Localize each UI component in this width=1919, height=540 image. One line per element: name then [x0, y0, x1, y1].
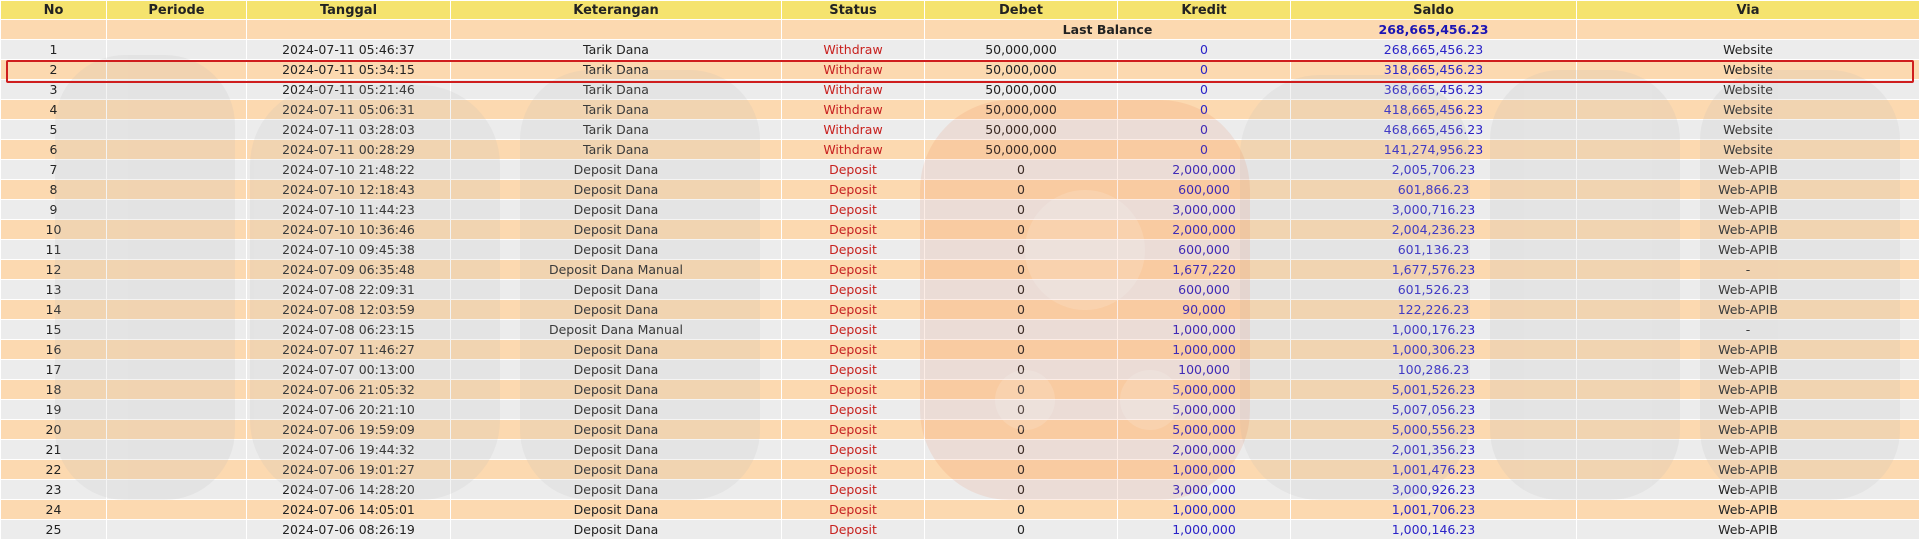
cell-debet: 0: [925, 500, 1118, 520]
table-row[interactable]: [1, 160, 1919, 180]
cell-periode: [107, 440, 247, 460]
cell-debet: 0: [925, 440, 1118, 460]
cell-debet: 0: [925, 280, 1118, 300]
cell-saldo: 5,001,526.23: [1291, 380, 1577, 400]
cell-debet: 0: [925, 340, 1118, 360]
cell-status: Withdraw: [782, 120, 925, 140]
table-row[interactable]: [1, 460, 1919, 480]
cell-tanggal: 2024-07-10 21:48:22: [247, 160, 451, 180]
cell-periode: [107, 360, 247, 380]
cell-periode: [107, 500, 247, 520]
cell-debet: 50,000,000: [925, 40, 1118, 60]
cell-keterangan: Deposit Dana: [451, 420, 782, 440]
cell-saldo: 100,286.23: [1291, 360, 1577, 380]
last-balance-label: Last Balance: [925, 20, 1291, 40]
cell-status: Deposit: [782, 500, 925, 520]
balance-empty-cell: [782, 20, 925, 40]
cell-no: 18: [1, 380, 107, 400]
cell-via: Web-APIB: [1577, 300, 1919, 320]
table-row[interactable]: [1, 520, 1919, 540]
cell-debet: 0: [925, 420, 1118, 440]
table-row[interactable]: [1, 380, 1919, 400]
cell-no: 9: [1, 200, 107, 220]
cell-saldo: 601,866.23: [1291, 180, 1577, 200]
cell-periode: [107, 280, 247, 300]
cell-via: Web-APIB: [1577, 440, 1919, 460]
cell-tanggal: 2024-07-06 19:44:32: [247, 440, 451, 460]
cell-tanggal: 2024-07-10 10:36:46: [247, 220, 451, 240]
cell-keterangan: Deposit Dana: [451, 360, 782, 380]
cell-status: Withdraw: [782, 60, 925, 80]
table-row[interactable]: [1, 480, 1919, 500]
cell-saldo: 418,665,456.23: [1291, 100, 1577, 120]
cell-no: 19: [1, 400, 107, 420]
cell-saldo: 318,665,456.23: [1291, 60, 1577, 80]
cell-periode: [107, 400, 247, 420]
balance-empty-cell: [1577, 20, 1919, 40]
cell-keterangan: Tarik Dana: [451, 100, 782, 120]
cell-kredit: 3,000,000: [1118, 200, 1291, 220]
cell-saldo: 2,004,236.23: [1291, 220, 1577, 240]
cell-tanggal: 2024-07-10 12:18:43: [247, 180, 451, 200]
cell-no: 3: [1, 80, 107, 100]
cell-saldo: 601,136.23: [1291, 240, 1577, 260]
table-row[interactable]: [1, 240, 1919, 260]
cell-via: Web-APIB: [1577, 200, 1919, 220]
cell-kredit: 1,000,000: [1118, 320, 1291, 340]
cell-via: Website: [1577, 40, 1919, 60]
header-kredit[interactable]: Kredit: [1118, 1, 1291, 20]
cell-kredit: 100,000: [1118, 360, 1291, 380]
cell-tanggal: 2024-07-08 12:03:59: [247, 300, 451, 320]
cell-keterangan: Deposit Dana: [451, 340, 782, 360]
cell-kredit: 600,000: [1118, 180, 1291, 200]
cell-saldo: 5,007,056.23: [1291, 400, 1577, 420]
cell-kredit: 0: [1118, 80, 1291, 100]
cell-periode: [107, 100, 247, 120]
cell-debet: 0: [925, 260, 1118, 280]
cell-saldo: 1,001,476.23: [1291, 460, 1577, 480]
cell-debet: 0: [925, 160, 1118, 180]
cell-tanggal: 2024-07-07 11:46:27: [247, 340, 451, 360]
cell-kredit: 2,000,000: [1118, 160, 1291, 180]
cell-kredit: 0: [1118, 60, 1291, 80]
cell-via: Website: [1577, 60, 1919, 80]
cell-keterangan: Deposit Dana: [451, 220, 782, 240]
balance-empty-cell: [107, 20, 247, 40]
cell-saldo: 2,005,706.23: [1291, 160, 1577, 180]
cell-kredit: 5,000,000: [1118, 380, 1291, 400]
cell-status: Withdraw: [782, 40, 925, 60]
table-row[interactable]: [1, 60, 1919, 80]
cell-no: 7: [1, 160, 107, 180]
cell-no: 4: [1, 100, 107, 120]
cell-status: Deposit: [782, 420, 925, 440]
cell-status: Deposit: [782, 180, 925, 200]
header-via[interactable]: Via: [1577, 1, 1919, 20]
cell-keterangan: Tarik Dana: [451, 40, 782, 60]
cell-no: 22: [1, 460, 107, 480]
cell-tanggal: 2024-07-11 05:06:31: [247, 100, 451, 120]
cell-keterangan: Deposit Dana: [451, 200, 782, 220]
cell-via: Web-APIB: [1577, 240, 1919, 260]
cell-status: Deposit: [782, 280, 925, 300]
cell-via: Web-APIB: [1577, 500, 1919, 520]
cell-via: Web-APIB: [1577, 180, 1919, 200]
cell-no: 8: [1, 180, 107, 200]
table-row[interactable]: [1, 180, 1919, 200]
cell-periode: [107, 220, 247, 240]
cell-status: Deposit: [782, 340, 925, 360]
cell-tanggal: 2024-07-11 05:34:15: [247, 60, 451, 80]
cell-keterangan: Tarik Dana: [451, 140, 782, 160]
cell-saldo: 1,677,576.23: [1291, 260, 1577, 280]
cell-via: Web-APIB: [1577, 400, 1919, 420]
cell-kredit: 600,000: [1118, 280, 1291, 300]
cell-status: Withdraw: [782, 100, 925, 120]
cell-status: Deposit: [782, 520, 925, 540]
cell-status: Deposit: [782, 440, 925, 460]
header-saldo[interactable]: Saldo: [1291, 1, 1577, 20]
header-status[interactable]: Status: [782, 1, 925, 20]
cell-debet: 0: [925, 220, 1118, 240]
cell-debet: 0: [925, 240, 1118, 260]
header-keterangan[interactable]: Keterangan: [451, 1, 782, 20]
cell-keterangan: Deposit Dana: [451, 160, 782, 180]
cell-periode: [107, 320, 247, 340]
cell-saldo: 468,665,456.23: [1291, 120, 1577, 140]
cell-keterangan: Deposit Dana: [451, 440, 782, 460]
cell-kredit: 1,677,220: [1118, 260, 1291, 280]
cell-periode: [107, 40, 247, 60]
cell-debet: 0: [925, 480, 1118, 500]
cell-periode: [107, 420, 247, 440]
cell-no: 14: [1, 300, 107, 320]
table-row[interactable]: [1, 80, 1919, 100]
cell-tanggal: 2024-07-11 05:21:46: [247, 80, 451, 100]
cell-tanggal: 2024-07-06 19:59:09: [247, 420, 451, 440]
table-header-row: [1, 1, 1919, 20]
cell-via: -: [1577, 260, 1919, 280]
cell-tanggal: 2024-07-06 14:28:20: [247, 480, 451, 500]
cell-via: Web-APIB: [1577, 480, 1919, 500]
cell-kredit: 1,000,000: [1118, 460, 1291, 480]
cell-debet: 50,000,000: [925, 100, 1118, 120]
cell-via: Web-APIB: [1577, 340, 1919, 360]
cell-no: 11: [1, 240, 107, 260]
table-row[interactable]: [1, 260, 1919, 280]
table-row[interactable]: [1, 360, 1919, 380]
cell-no: 5: [1, 120, 107, 140]
cell-periode: [107, 300, 247, 320]
cell-tanggal: 2024-07-09 06:35:48: [247, 260, 451, 280]
cell-kredit: 600,000: [1118, 240, 1291, 260]
cell-debet: 0: [925, 520, 1118, 540]
cell-periode: [107, 240, 247, 260]
table-row[interactable]: [1, 120, 1919, 140]
cell-tanggal: 2024-07-06 14:05:01: [247, 500, 451, 520]
cell-kredit: 3,000,000: [1118, 480, 1291, 500]
table-row[interactable]: [1, 440, 1919, 460]
cell-status: Withdraw: [782, 80, 925, 100]
cell-via: Web-APIB: [1577, 420, 1919, 440]
cell-kredit: 0: [1118, 120, 1291, 140]
table-row[interactable]: [1, 420, 1919, 440]
cell-status: Withdraw: [782, 140, 925, 160]
cell-status: Deposit: [782, 220, 925, 240]
cell-via: Web-APIB: [1577, 220, 1919, 240]
cell-periode: [107, 180, 247, 200]
cell-status: Deposit: [782, 320, 925, 340]
cell-kredit: 0: [1118, 40, 1291, 60]
cell-debet: 0: [925, 400, 1118, 420]
cell-debet: 0: [925, 180, 1118, 200]
cell-debet: 0: [925, 200, 1118, 220]
cell-kredit: 2,000,000: [1118, 220, 1291, 240]
cell-periode: [107, 340, 247, 360]
cell-no: 10: [1, 220, 107, 240]
cell-keterangan: Deposit Dana: [451, 520, 782, 540]
cell-tanggal: 2024-07-06 21:05:32: [247, 380, 451, 400]
table-row[interactable]: [1, 100, 1919, 120]
cell-saldo: 1,000,146.23: [1291, 520, 1577, 540]
cell-debet: 0: [925, 360, 1118, 380]
cell-keterangan: Deposit Dana: [451, 380, 782, 400]
cell-keterangan: Deposit Dana Manual: [451, 260, 782, 280]
cell-via: Web-APIB: [1577, 380, 1919, 400]
cell-keterangan: Deposit Dana: [451, 180, 782, 200]
cell-tanggal: 2024-07-11 00:28:29: [247, 140, 451, 160]
cell-saldo: 141,274,956.23: [1291, 140, 1577, 160]
balance-empty-cell: [451, 20, 782, 40]
cell-kredit: 0: [1118, 140, 1291, 160]
cell-kredit: 5,000,000: [1118, 420, 1291, 440]
table-row[interactable]: [1, 320, 1919, 340]
cell-via: Web-APIB: [1577, 160, 1919, 180]
cell-kredit: 1,000,000: [1118, 340, 1291, 360]
cell-no: 15: [1, 320, 107, 340]
cell-no: 2: [1, 60, 107, 80]
cell-kredit: 2,000,000: [1118, 440, 1291, 460]
cell-keterangan: Deposit Dana: [451, 500, 782, 520]
cell-periode: [107, 520, 247, 540]
cell-status: Deposit: [782, 300, 925, 320]
cell-status: Deposit: [782, 400, 925, 420]
cell-tanggal: 2024-07-08 06:23:15: [247, 320, 451, 340]
cell-no: 24: [1, 500, 107, 520]
cell-debet: 50,000,000: [925, 80, 1118, 100]
cell-saldo: 601,526.23: [1291, 280, 1577, 300]
cell-tanggal: 2024-07-11 03:28:03: [247, 120, 451, 140]
balance-empty-cell: [247, 20, 451, 40]
table-row[interactable]: [1, 400, 1919, 420]
cell-debet: 0: [925, 460, 1118, 480]
cell-saldo: 1,000,306.23: [1291, 340, 1577, 360]
cell-periode: [107, 480, 247, 500]
cell-keterangan: Deposit Dana: [451, 280, 782, 300]
cell-no: 17: [1, 360, 107, 380]
cell-keterangan: Deposit Dana: [451, 480, 782, 500]
cell-no: 12: [1, 260, 107, 280]
cell-via: Website: [1577, 140, 1919, 160]
cell-tanggal: 2024-07-07 00:13:00: [247, 360, 451, 380]
cell-status: Deposit: [782, 480, 925, 500]
last-balance-value: 268,665,456.23: [1291, 20, 1577, 40]
cell-kredit: 0: [1118, 100, 1291, 120]
header-periode[interactable]: Periode: [107, 1, 247, 20]
cell-no: 21: [1, 440, 107, 460]
cell-via: Website: [1577, 100, 1919, 120]
cell-keterangan: Tarik Dana: [451, 80, 782, 100]
cell-debet: 0: [925, 380, 1118, 400]
cell-saldo: 1,001,706.23: [1291, 500, 1577, 520]
cell-saldo: 3,000,926.23: [1291, 480, 1577, 500]
cell-debet: 50,000,000: [925, 120, 1118, 140]
cell-saldo: 268,665,456.23: [1291, 40, 1577, 60]
cell-keterangan: Deposit Dana: [451, 240, 782, 260]
cell-saldo: 1,000,176.23: [1291, 320, 1577, 340]
cell-no: 20: [1, 420, 107, 440]
cell-status: Deposit: [782, 240, 925, 260]
cell-tanggal: 2024-07-11 05:46:37: [247, 40, 451, 60]
cell-no: 6: [1, 140, 107, 160]
table-row[interactable]: [1, 40, 1919, 60]
cell-saldo: 2,001,356.23: [1291, 440, 1577, 460]
cell-keterangan: Deposit Dana: [451, 460, 782, 480]
cell-kredit: 1,000,000: [1118, 500, 1291, 520]
cell-tanggal: 2024-07-06 19:01:27: [247, 460, 451, 480]
cell-debet: 50,000,000: [925, 140, 1118, 160]
cell-kredit: 90,000: [1118, 300, 1291, 320]
table-row[interactable]: [1, 280, 1919, 300]
cell-via: Web-APIB: [1577, 280, 1919, 300]
cell-no: 23: [1, 480, 107, 500]
cell-no: 13: [1, 280, 107, 300]
cell-debet: 50,000,000: [925, 60, 1118, 80]
cell-status: Deposit: [782, 360, 925, 380]
cell-tanggal: 2024-07-10 09:45:38: [247, 240, 451, 260]
cell-periode: [107, 460, 247, 480]
cell-periode: [107, 60, 247, 80]
cell-periode: [107, 380, 247, 400]
cell-saldo: 368,665,456.23: [1291, 80, 1577, 100]
cell-keterangan: Tarik Dana: [451, 120, 782, 140]
cell-periode: [107, 160, 247, 180]
cell-tanggal: 2024-07-10 11:44:23: [247, 200, 451, 220]
table-row[interactable]: [1, 500, 1919, 520]
header-no[interactable]: No: [1, 1, 107, 20]
balance-empty-cell: [1, 20, 107, 40]
cell-periode: [107, 200, 247, 220]
cell-debet: 0: [925, 320, 1118, 340]
cell-status: Deposit: [782, 380, 925, 400]
cell-no: 16: [1, 340, 107, 360]
cell-saldo: 122,226.23: [1291, 300, 1577, 320]
cell-via: Website: [1577, 80, 1919, 100]
header-tanggal[interactable]: Tanggal: [247, 1, 451, 20]
table-row[interactable]: [1, 340, 1919, 360]
last-balance-row: [1, 20, 1919, 40]
cell-keterangan: Tarik Dana: [451, 60, 782, 80]
cell-no: 1: [1, 40, 107, 60]
cell-keterangan: Deposit Dana: [451, 400, 782, 420]
cell-saldo: 3,000,716.23: [1291, 200, 1577, 220]
table-row[interactable]: [1, 220, 1919, 240]
cell-tanggal: 2024-07-08 22:09:31: [247, 280, 451, 300]
cell-keterangan: Deposit Dana Manual: [451, 320, 782, 340]
cell-kredit: 1,000,000: [1118, 520, 1291, 540]
cell-status: Deposit: [782, 160, 925, 180]
cell-keterangan: Deposit Dana: [451, 300, 782, 320]
cell-status: Deposit: [782, 200, 925, 220]
cell-saldo: 5,000,556.23: [1291, 420, 1577, 440]
cell-periode: [107, 260, 247, 280]
cell-status: Deposit: [782, 460, 925, 480]
cell-status: Deposit: [782, 260, 925, 280]
cell-periode: [107, 120, 247, 140]
cell-no: 25: [1, 520, 107, 540]
table-row[interactable]: [1, 200, 1919, 220]
cell-tanggal: 2024-07-06 20:21:10: [247, 400, 451, 420]
cell-via: -: [1577, 320, 1919, 340]
header-debet[interactable]: Debet: [925, 1, 1118, 20]
cell-via: Web-APIB: [1577, 460, 1919, 480]
cell-via: Website: [1577, 120, 1919, 140]
cell-via: Web-APIB: [1577, 520, 1919, 540]
table-row[interactable]: [1, 140, 1919, 160]
cell-periode: [107, 80, 247, 100]
cell-periode: [107, 140, 247, 160]
table-row[interactable]: [1, 300, 1919, 320]
cell-kredit: 5,000,000: [1118, 400, 1291, 420]
cell-tanggal: 2024-07-06 08:26:19: [247, 520, 451, 540]
cell-via: Web-APIB: [1577, 360, 1919, 380]
cell-debet: 0: [925, 300, 1118, 320]
